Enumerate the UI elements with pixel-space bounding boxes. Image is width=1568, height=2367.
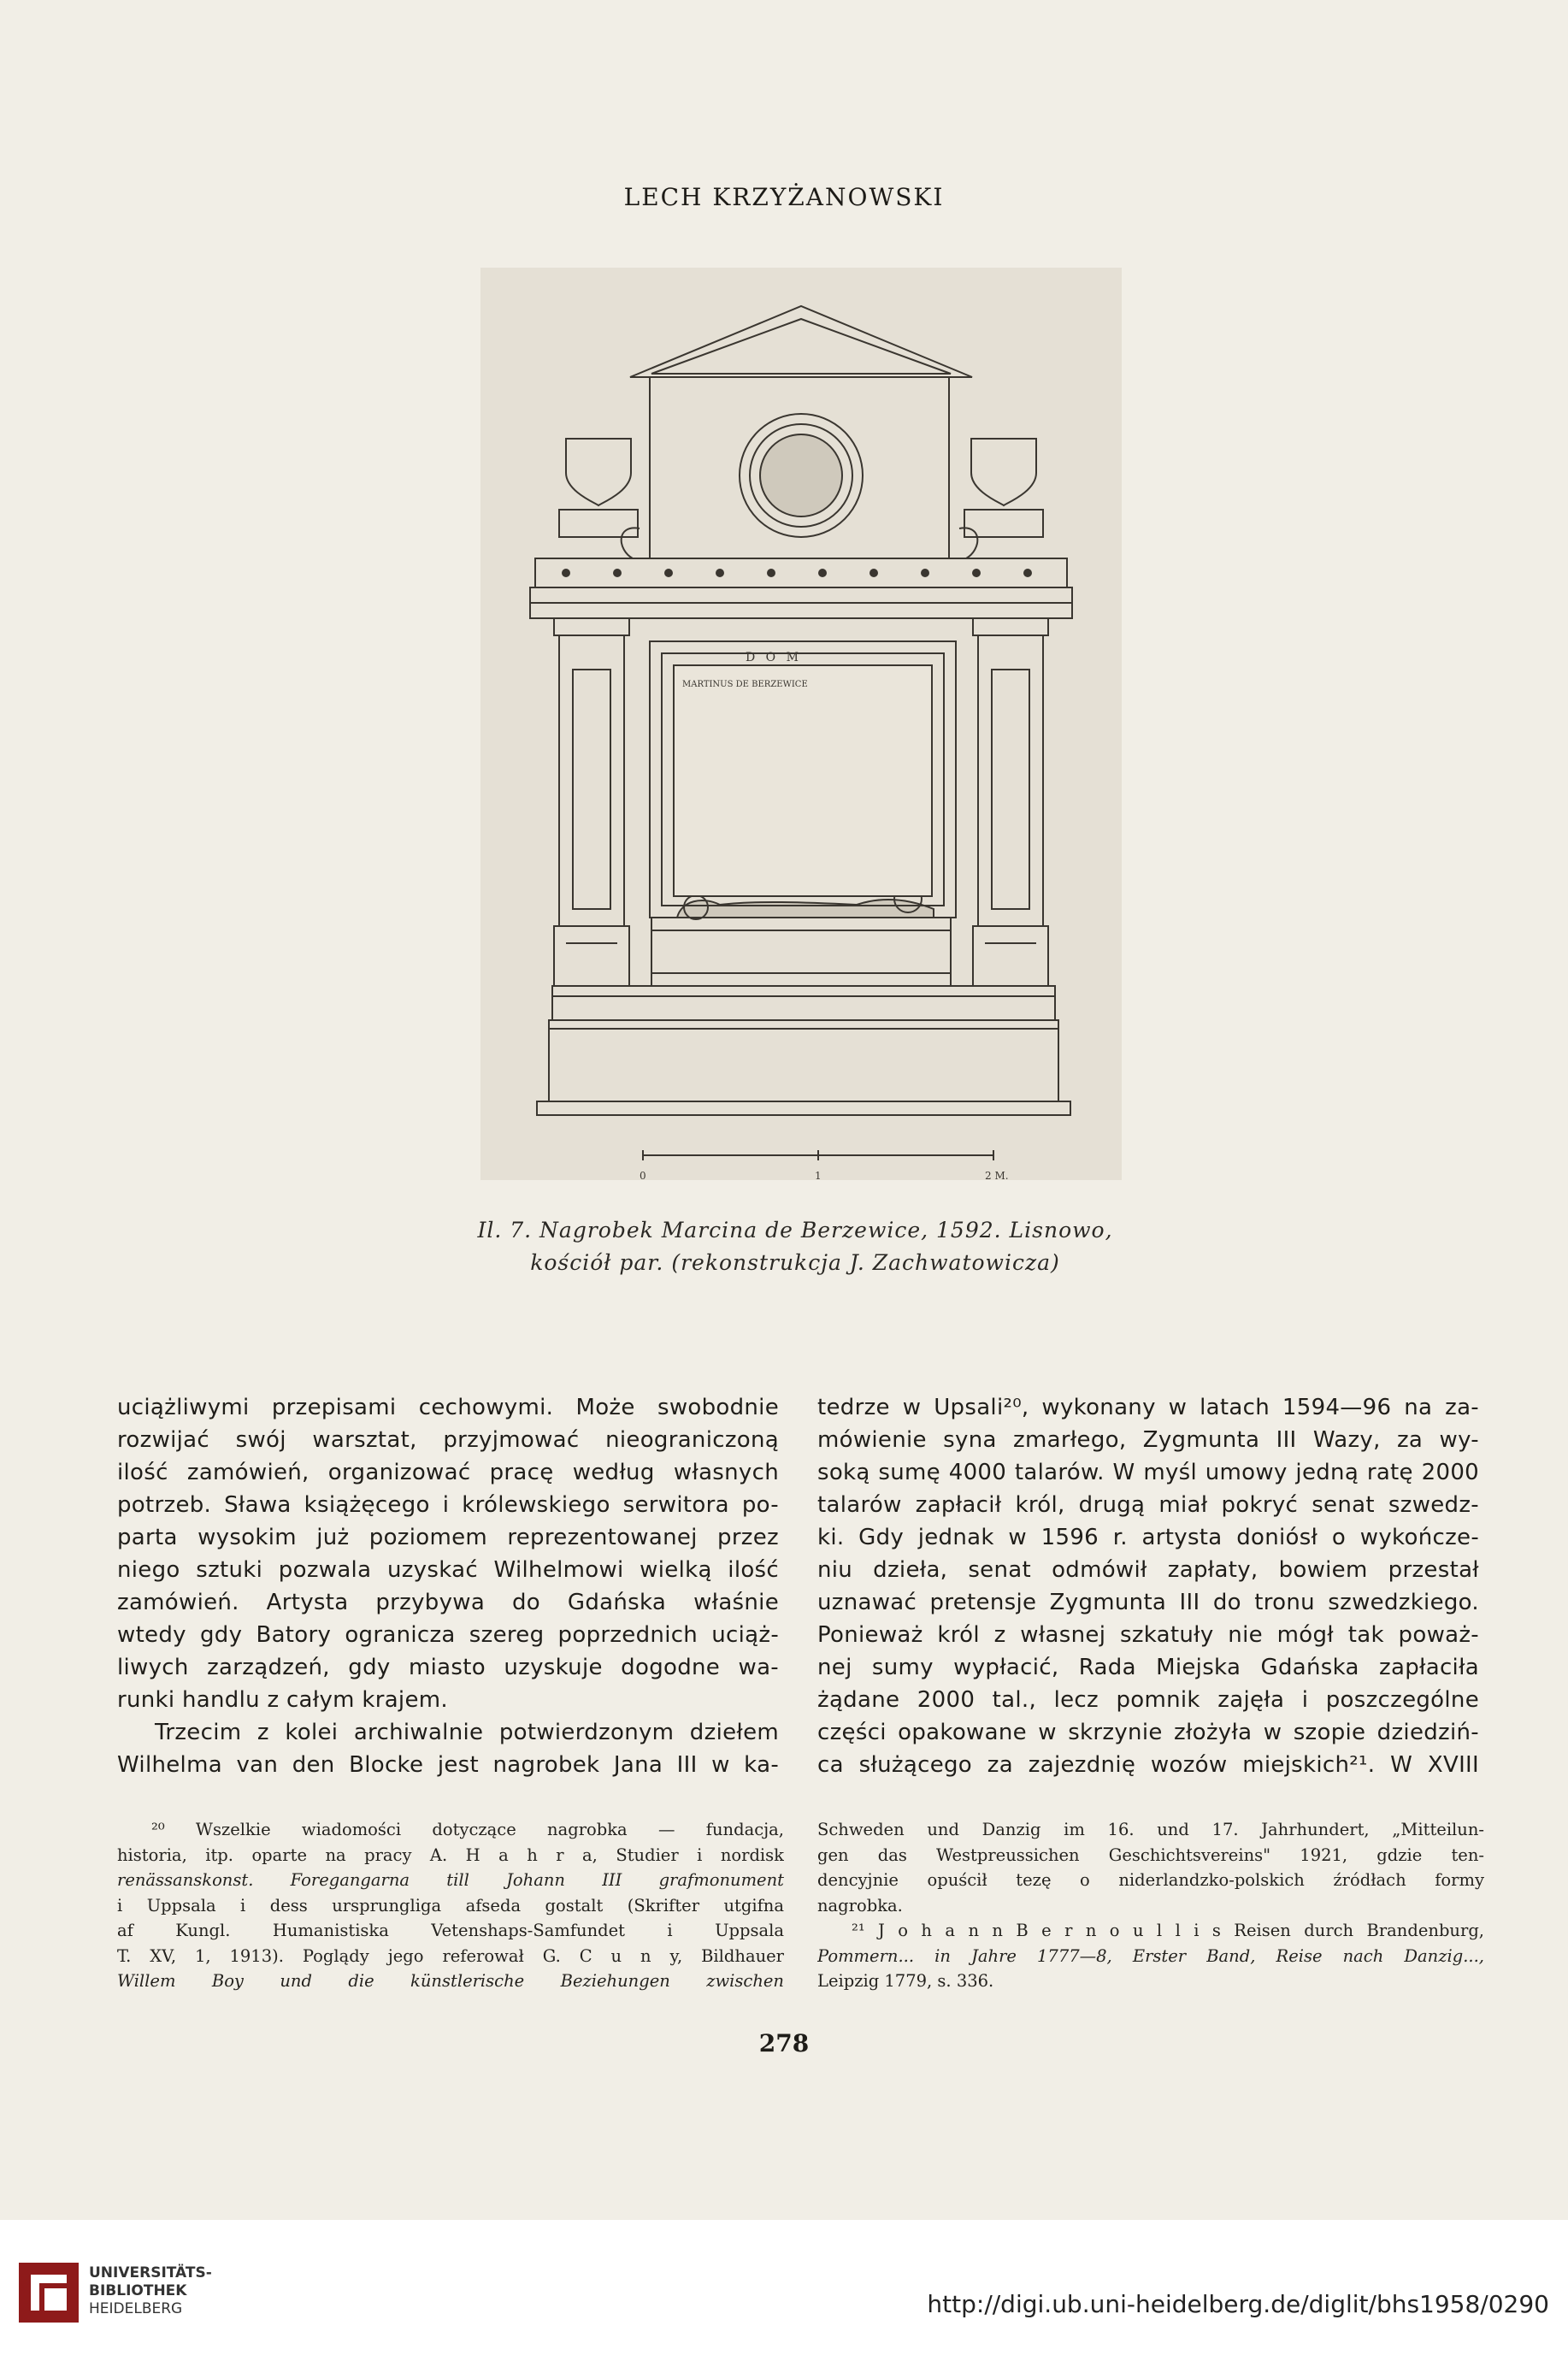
text-line: nej sumy wypłacić, Rada Miejska Gdańska zapłaciła: [817, 1655, 1479, 1680]
body-column-right: [817, 1391, 1479, 1781]
text-line: potrzeb. Sława książęcego i królewskiego serwitora po-: [117, 1492, 779, 1518]
footnote-line: renässanskonst. Foregangarna till Johann III grafmonument: [117, 1870, 784, 1890]
footnote-line: Willem Boy und die künstlerische Beziehungen zwischen: [117, 1971, 784, 1991]
text-line: części opakowane w skrzynie złożyła w szopie dziedziń-: [817, 1720, 1479, 1745]
text-line: ki. Gdy jednak w 1596 r. artysta doniósł o wykończe-: [817, 1525, 1479, 1550]
text-line: liwych zarządzeń, gdy miasto uzyskuje dogodne wa-: [117, 1655, 779, 1680]
scale-label-1: 1: [815, 1170, 822, 1180]
caption-line: Il. 7. Nagrobek Marcina de Berzewice, 1592. Lisnowo,: [477, 1218, 1113, 1243]
text-line: zamówień. Artysta przybywa do Gdańska właśnie: [117, 1590, 779, 1615]
text-line: niego sztuki pozwala uzyskać Wilhelmowi wielką ilość: [117, 1557, 779, 1583]
library-logo-icon[interactable]: [19, 2263, 79, 2323]
text-line: Trzecim z kolei archiwalnie potwierdzonym dziełem: [155, 1720, 779, 1745]
inscription-panel: [674, 665, 932, 896]
viewer-footer: [0, 2220, 1568, 2367]
footnote-line: Leipzig 1779, s. 336.: [817, 1971, 994, 1991]
text-line: parta wysokim już poziomem reprezentowanej przez: [117, 1525, 779, 1550]
text-line: żądane 2000 tal., lecz pomnik zajęła i poszczególne: [817, 1687, 1479, 1713]
tomb-illustration: [480, 268, 1122, 1180]
library-name-line: BIBLIOTHEK: [89, 2282, 187, 2299]
dom-inscription: D O M: [746, 651, 802, 664]
name-inscription: MARTINUS DE BERZEWICE: [682, 680, 808, 689]
text-line: uznawać pretensje Zygmunta III do tronu szwedzkiego.: [817, 1590, 1479, 1615]
right-coat-of-arms: [971, 439, 1036, 505]
text-line: ilość zamówień, organizować pracę według własnych: [117, 1460, 779, 1485]
text-line: wtedy gdy Batory ogranicza szereg poprzednich uciąż-: [117, 1622, 779, 1648]
text-line: tedrze w Upsali²⁰, wykonany w latach 1594—96 na za-: [817, 1395, 1479, 1420]
text-line: niu dzieła, senat odmówił zapłaty, bowiem przestał: [817, 1557, 1479, 1583]
left-coat-of-arms: [566, 439, 631, 505]
text-line: rozwijać swój warsztat, przyjmować nieograniczoną: [117, 1427, 779, 1453]
page-number: 278: [758, 2029, 810, 2057]
scale-label-0: 0: [640, 1170, 646, 1180]
running-head: LECH KRZYŻANOWSKI: [623, 183, 945, 211]
footnote-line: i Uppsala i dess ursprungliga afseda gostalt (Skrifter utgifna: [117, 1895, 784, 1915]
footnote-line: historia, itp. oparte na pracy A. H a h r a, Studier i nordisk: [117, 1845, 784, 1865]
footnote-line: gen das Westpreussichen Geschichtsvereins" 1921, gdzie ten-: [817, 1845, 1484, 1865]
footnote-line: ²¹ J o h a n n B e r n o u l l i s Reisen durch Brandenburg,: [852, 1921, 1484, 1940]
body-column-left: [117, 1391, 779, 1781]
text-line: mówienie syna zmarłego, Zygmunta III Wazy, za wy-: [817, 1427, 1479, 1453]
library-name-line: HEIDELBERG: [89, 2300, 183, 2317]
text-line: ca służącego za zajezdnię wozów miejskich²¹. W XVIII: [817, 1752, 1479, 1778]
pediment: [630, 306, 972, 377]
permalink-url[interactable]: http://digi.ub.uni-heidelberg.de/diglit/bhs1958/0290: [927, 2290, 1549, 2318]
footnote-line: af Kungl. Humanistiska Vetenshaps-Samfundet i Uppsala: [117, 1921, 784, 1940]
footnote-line: nagrobka.: [817, 1895, 903, 1915]
text-line: soką sumę 4000 talarów. W myśl umowy jedną ratę 2000: [817, 1460, 1479, 1485]
text-line: runki handlu z całym krajem.: [117, 1687, 448, 1713]
text-line: uciążliwymi przepisami cechowymi. Może swobodnie: [117, 1395, 779, 1420]
text-line: talarów zapłacił król, drugą miał pokryć senat szwedz-: [817, 1492, 1479, 1518]
footnote-line: Pommern... in Jahre 1777—8, Erster Band, Reise nach Danzig...,: [817, 1945, 1484, 1966]
footnote-line: Schweden und Danzig im 16. und 17. Jahrhundert, „Mitteilun-: [817, 1820, 1484, 1839]
text-line: Wilhelma van den Blocke jest nagrobek Jana III w ka-: [117, 1752, 779, 1778]
figure-caption: [368, 1214, 1223, 1279]
footnote-line: dencyjnie opuścił tezę o niderlandzko-polskich źródłach formy: [817, 1870, 1484, 1890]
caption-line: kościół par. (rekonstrukcja J. Zachwatowicza): [530, 1250, 1060, 1275]
footnote-line: T. XV, 1, 1913). Poglądy jego referował G. C u n y, Bildhauer: [117, 1945, 784, 1966]
footnote-line: ²⁰ Wszelkie wiadomości dotyczące nagrobka — fundacja,: [151, 1820, 784, 1839]
sarcophagus: [651, 918, 951, 986]
footnotes-left: [117, 1817, 784, 1994]
footnotes-right: [817, 1817, 1484, 1994]
scale-label-2: 2 M.: [985, 1170, 1009, 1180]
library-name-line: UNIVERSITÄTS-: [89, 2264, 212, 2281]
library-name[interactable]: [89, 2264, 212, 2318]
tomb-base: [549, 1020, 1058, 1101]
text-line: Ponieważ król z własnej szkatuły nie mógł tak poważ-: [817, 1622, 1479, 1648]
